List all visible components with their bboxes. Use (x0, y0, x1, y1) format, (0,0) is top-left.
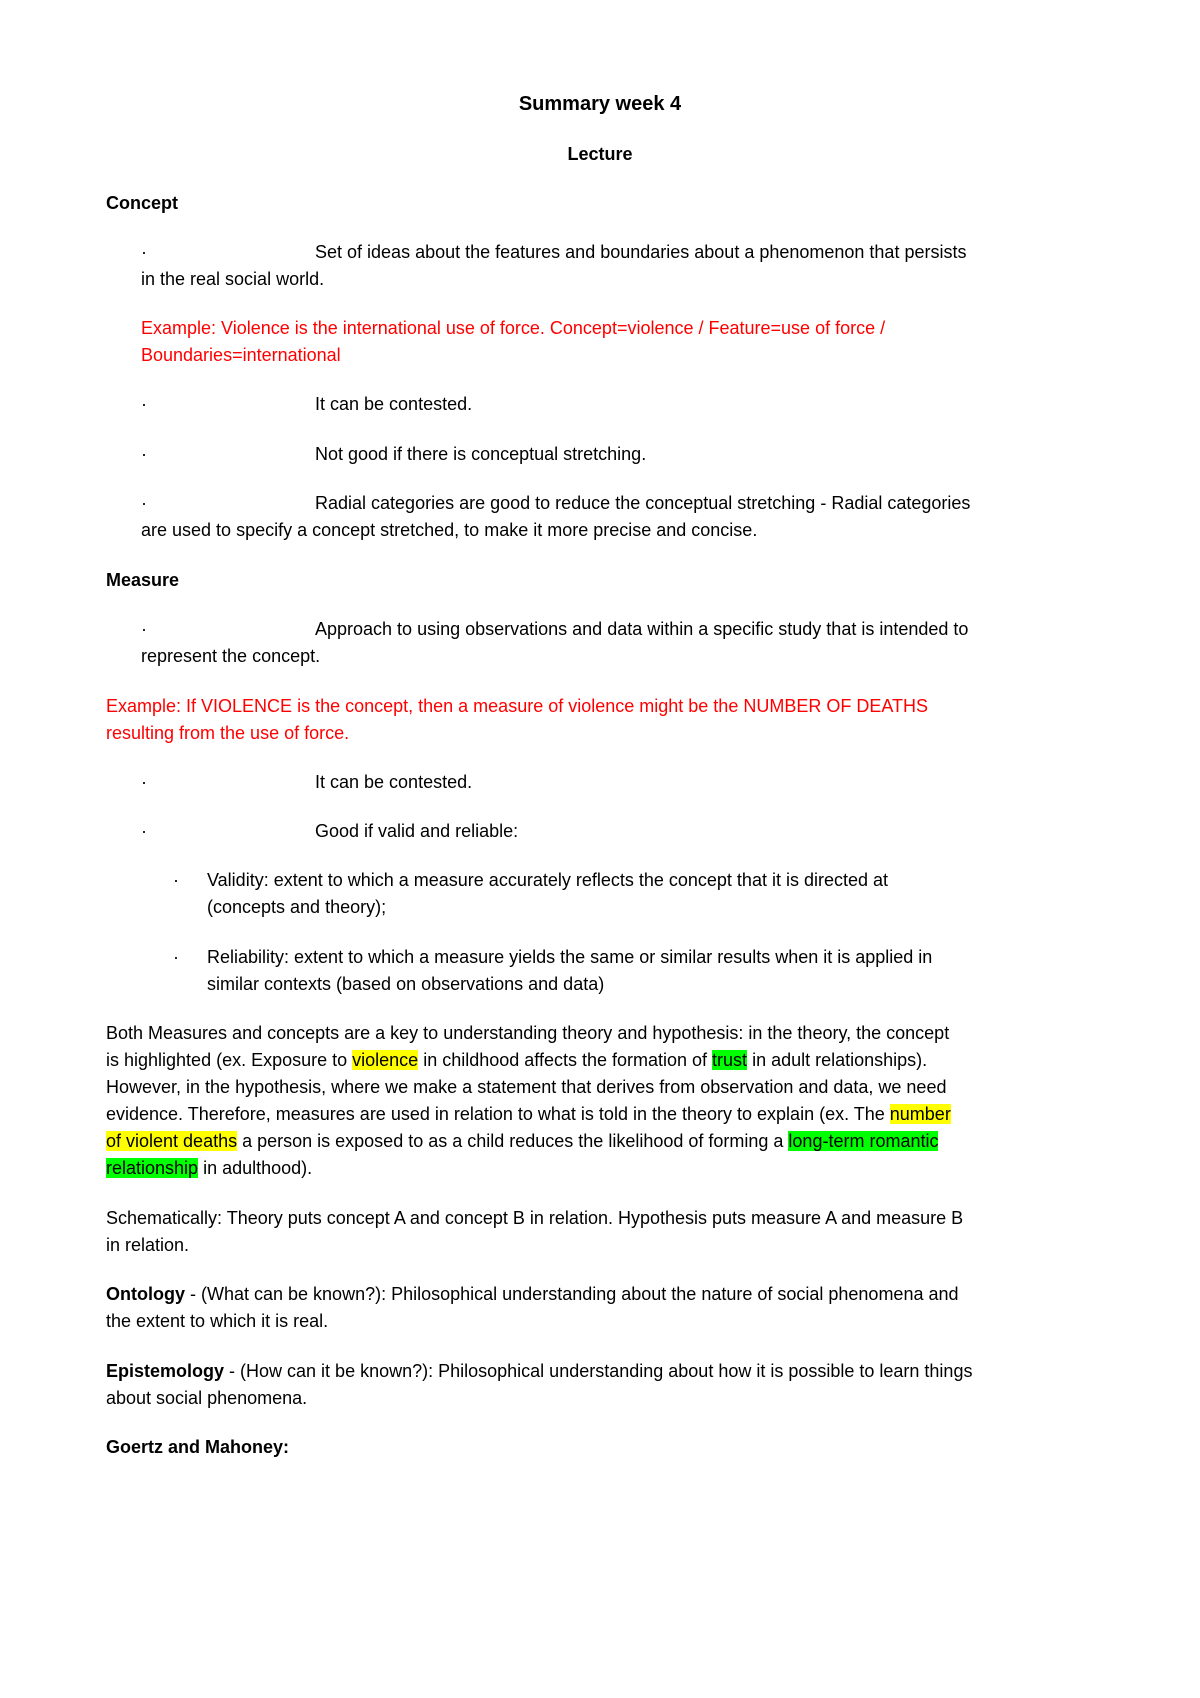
paragraph-both-line-6: relationship in adulthood). (106, 1158, 313, 1178)
ontology-line-1: Ontology - (What can be known?): Philosophical understanding about the nature of social phenomena and (106, 1284, 959, 1304)
concept-bullet-1-line-1: Set of ideas about the features and boundaries about a phenomenon that persists (315, 242, 967, 262)
concept-bullet-4-line-2: are used to specify a concept stretched, to make it more precise and concise. (141, 520, 758, 540)
paragraph-both-line-5: of violent deaths a person is exposed to as a child reduces the likelihood of forming a long-term romantic (106, 1131, 939, 1151)
schematic-line-2: in relation. (106, 1235, 190, 1255)
measure-bullet-3: Good if valid and reliable: (315, 821, 519, 841)
measure-bullet-1-line-2: represent the concept. (141, 646, 321, 666)
bullet-dot: · (141, 444, 147, 464)
concept-example-line-2: Boundaries=international (141, 345, 341, 365)
bullet-dot: · (141, 493, 147, 513)
measure-bullet-1-line-1: Approach to using observations and data within a specific study that is intended to (315, 619, 969, 639)
measure-bullet-2: It can be contested. (315, 772, 473, 792)
paragraph-both-line-4: evidence. Therefore, measures are used in relation to what is told in the theory to explain (ex. The number (106, 1104, 951, 1124)
goertz-mahoney-heading: Goertz and Mahoney: (106, 1437, 290, 1457)
ontology-term: Ontology (106, 1284, 185, 1304)
paragraph-both-line-1: Both Measures and concepts are a key to understanding theory and hypothesis: in the theory, the concept (106, 1023, 950, 1043)
bullet-dot: · (141, 619, 147, 639)
highlight-violent-deaths: of violent deaths (106, 1131, 238, 1151)
highlight-trust: trust (712, 1050, 748, 1070)
bullet-dot: · (141, 394, 147, 414)
measure-example-line-2: resulting from the use of force. (106, 723, 350, 743)
concept-bullet-2: It can be contested. (315, 394, 473, 414)
concept-heading: Concept (106, 193, 178, 213)
bullet-dot: · (141, 821, 147, 841)
measure-heading: Measure (106, 570, 180, 590)
paragraph-both-line-3: However, in the hypothesis, where we make a statement that derives from observation and data, we need (106, 1077, 947, 1097)
sub-bullet-dot: · (173, 870, 179, 890)
concept-bullet-1-line-2: in the real social world. (141, 269, 325, 289)
bullet-dot: · (141, 772, 147, 792)
validity-line-1: Validity: extent to which a measure accurately reflects the concept that it is directed at (207, 870, 889, 890)
concept-bullet-4-line-1: Radial categories are good to reduce the conceptual stretching - Radial categories (315, 493, 971, 513)
paragraph-both-line-2: is highlighted (ex. Exposure to violence in childhood affects the formation of trust in adult relationships). (106, 1050, 928, 1070)
concept-example-line-1: Example: Violence is the international use of force. Concept=violence / Feature=use of force / (141, 318, 886, 338)
page-title: Summary week 4 (518, 93, 682, 115)
epistemology-line-2: about social phenomena. (106, 1388, 308, 1408)
highlight-number: number (889, 1104, 951, 1124)
bullet-dot: · (141, 242, 147, 262)
reliability-line-1: Reliability: extent to which a measure yields the same or similar results when it is applied in (207, 947, 933, 967)
validity-line-2: (concepts and theory); (207, 897, 387, 917)
epistemology-line-1: Epistemology - (How can it be known?): Philosophical understanding about how it is possible to learn things (106, 1361, 973, 1381)
reliability-line-2: similar contexts (based on observations and data) (207, 974, 605, 994)
highlight-violence: violence (352, 1050, 419, 1070)
sub-bullet-dot: · (173, 947, 179, 967)
highlight-relationship: relationship (106, 1158, 199, 1178)
schematic-line-1: Schematically: Theory puts concept A and concept B in relation. Hypothesis puts measure A and measure B (106, 1208, 964, 1228)
highlight-long-term-romantic: long-term romantic (788, 1131, 939, 1151)
epistemology-term: Epistemology (106, 1361, 225, 1381)
concept-bullet-3: Not good if there is conceptual stretching. (315, 444, 647, 464)
page-subtitle: Lecture (567, 144, 633, 164)
ontology-line-2: the extent to which it is real. (106, 1311, 329, 1331)
measure-example-line-1: Example: If VIOLENCE is the concept, then a measure of violence might be the NUMBER OF DEATHS (106, 696, 929, 716)
